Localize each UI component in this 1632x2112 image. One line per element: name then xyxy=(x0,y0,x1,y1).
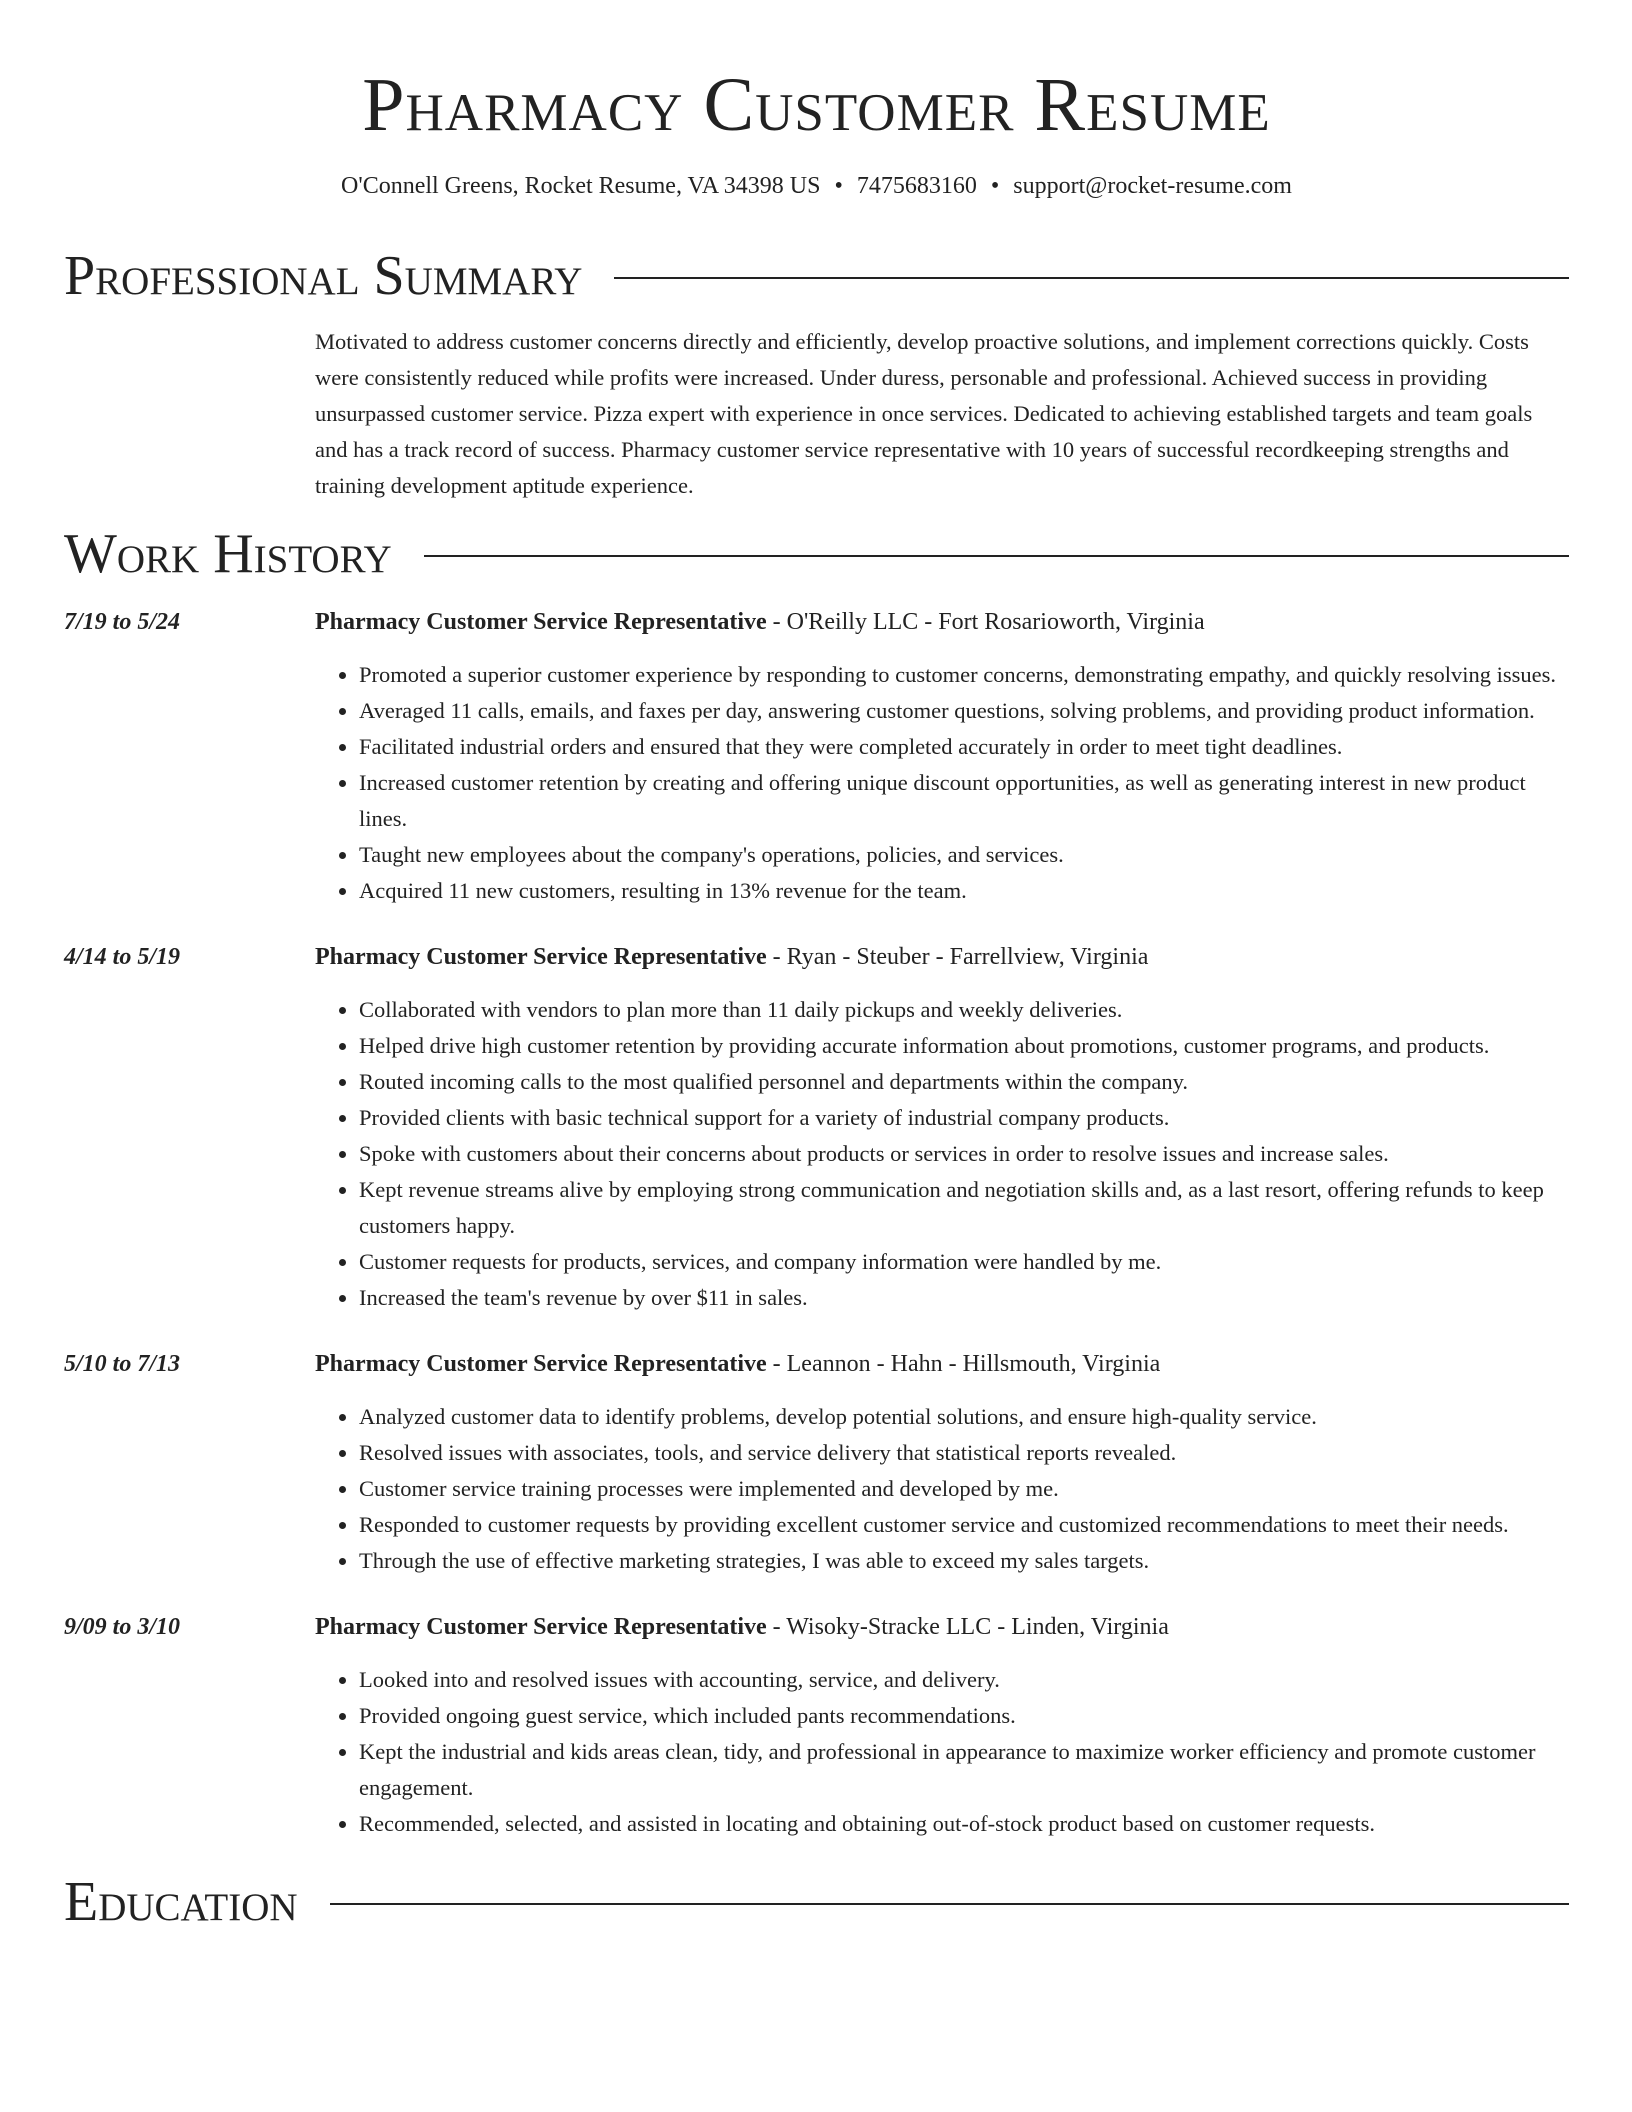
job-bullet: • Through the use of effective marketing strategies, I was able to exceed my sales targets. xyxy=(359,1543,1569,1579)
job-body xyxy=(315,604,1569,909)
job-bullet: • Increased customer retention by creating and offering unique discount opportunities, as well as generating interest in new product lines. xyxy=(359,765,1569,837)
job-bullet: • Acquired 11 new customers, resulting in 13% revenue for the team. xyxy=(359,873,1569,909)
job-dates: 4/14 to 5/19 xyxy=(64,944,181,970)
contact-phone: 7475683160 xyxy=(856,173,977,199)
job-bullet: • Kept the industrial and kids areas clean, tidy, and professional in appearance to maximize worker efficiency and promote customer engagement. xyxy=(359,1734,1569,1806)
job-bullet: • Recommended, selected, and assisted in locating and obtaining out-of-stock product based on customer requests. xyxy=(359,1806,1569,1842)
job-title-line xyxy=(315,604,1569,640)
section-title-education: Education xyxy=(64,1871,298,1933)
job-bullet: • Helped drive high customer retention by providing accurate information about promotions, customer programs, and products. xyxy=(359,1028,1569,1064)
job-body xyxy=(315,939,1569,1316)
section-header-education xyxy=(64,1872,1569,1932)
job-title: Pharmacy Customer Service Representative xyxy=(315,944,767,970)
job-title: Pharmacy Customer Service Representative xyxy=(315,1614,767,1640)
job-bullet: • Resolved issues with associates, tools, and service delivery that statistical reports revealed. xyxy=(359,1435,1569,1471)
job-entry xyxy=(64,1609,1569,1842)
job-bullets xyxy=(315,1399,1569,1579)
section-divider xyxy=(330,1903,1569,1905)
job-company: - Leannon - Hahn - Hillsmouth, Virginia xyxy=(766,1351,1161,1377)
job-entry xyxy=(64,1346,1569,1579)
job-title-line xyxy=(315,1609,1569,1645)
job-dates: 7/19 to 5/24 xyxy=(64,609,181,635)
resume-page xyxy=(64,0,1569,1932)
job-bullet: • Routed incoming calls to the most qualified personnel and departments within the company. xyxy=(359,1064,1569,1100)
job-bullets xyxy=(315,992,1569,1316)
job-bullet: • Promoted a superior customer experience by responding to customer concerns, demonstrating empathy, and quickly resolving issues. xyxy=(359,657,1569,693)
job-title-line xyxy=(315,939,1569,975)
contact-email: support@rocket-resume.com xyxy=(1013,173,1292,199)
contact-separator: • xyxy=(990,173,1000,199)
summary-paragraph: Motivated to address customer concerns directly and efficiently, develop proactive solutions, and implement corrections quickly. Costs were consistently reduced while profits were increased. Under duress, personable and professional. Achieved success in providing unsurpassed customer service. Pizza expert with experience in once services. Dedicated to achieving established targets and team goals and has a track record of success. Pharmacy customer service representative with 10 years of successful recordkeeping strengths and training development aptitude experience. xyxy=(315,329,1533,498)
job-title: Pharmacy Customer Service Representative xyxy=(315,1351,767,1377)
job-dates: 9/09 to 3/10 xyxy=(64,1614,181,1640)
job-entry xyxy=(64,939,1569,1316)
job-bullets xyxy=(315,657,1569,909)
section-divider xyxy=(424,555,1569,557)
contact-line xyxy=(64,170,1569,202)
job-bullet: • Increased the team's revenue by over $11 in sales. xyxy=(359,1280,1569,1316)
job-entry xyxy=(64,604,1569,909)
job-bullet: • Averaged 11 calls, emails, and faxes per day, answering customer questions, solving problems, and providing product information. xyxy=(359,693,1569,729)
job-body xyxy=(315,1346,1569,1579)
contact-separator: • xyxy=(834,173,843,199)
contact-address: O'Connell Greens, Rocket Resume, VA 34398 US xyxy=(341,173,821,199)
section-header-summary xyxy=(64,246,1569,306)
job-bullet: • Spoke with customers about their concerns about products or services in order to resolve issues and increase sales. xyxy=(359,1136,1569,1172)
job-title: Pharmacy Customer Service Representative xyxy=(315,609,767,635)
job-company: - Wisoky-Stracke LLC - Linden, Virginia xyxy=(766,1614,1169,1640)
job-company: - O'Reilly LLC - Fort Rosarioworth, Virginia xyxy=(766,609,1205,635)
resume-title: Pharmacy Customer Resume xyxy=(362,63,1271,147)
job-bullet: • Customer service training processes were implemented and developed by me. xyxy=(359,1471,1569,1507)
job-bullets xyxy=(315,1662,1569,1842)
section-title-summary: Professional Summary xyxy=(64,245,583,307)
job-company: - Ryan - Steuber - Farrellview, Virginia xyxy=(766,944,1149,970)
section-title-work: Work History xyxy=(64,523,392,585)
job-body xyxy=(315,1609,1569,1842)
job-bullet: • Facilitated industrial orders and ensured that they were completed accurately in order to meet tight deadlines. xyxy=(359,729,1569,765)
section-divider xyxy=(614,277,1569,279)
work-history-list xyxy=(64,604,1569,1842)
job-bullet: • Collaborated with vendors to plan more than 11 daily pickups and weekly deliveries. xyxy=(359,992,1569,1028)
job-bullet: • Looked into and resolved issues with accounting, service, and delivery. xyxy=(359,1662,1569,1698)
job-bullet: • Responded to customer requests by providing excellent customer service and customized recommendations to meet their needs. xyxy=(359,1507,1569,1543)
job-dates: 5/10 to 7/13 xyxy=(64,1351,181,1377)
job-bullet: • Customer requests for products, services, and company information were handled by me. xyxy=(359,1244,1569,1280)
job-bullet: • Provided ongoing guest service, which included pants recommendations. xyxy=(359,1698,1569,1734)
section-header-work xyxy=(64,524,1569,584)
job-bullet: • Taught new employees about the company's operations, policies, and services. xyxy=(359,837,1569,873)
job-bullet: • Analyzed customer data to identify problems, develop potential solutions, and ensure high-quality service. xyxy=(359,1399,1569,1435)
job-title-line xyxy=(315,1346,1569,1382)
job-bullet: • Provided clients with basic technical support for a variety of industrial company products. xyxy=(359,1100,1569,1136)
job-bullet: • Kept revenue streams alive by employing strong communication and negotiation skills and, as a last resort, offering refunds to keep customers happy. xyxy=(359,1172,1569,1244)
